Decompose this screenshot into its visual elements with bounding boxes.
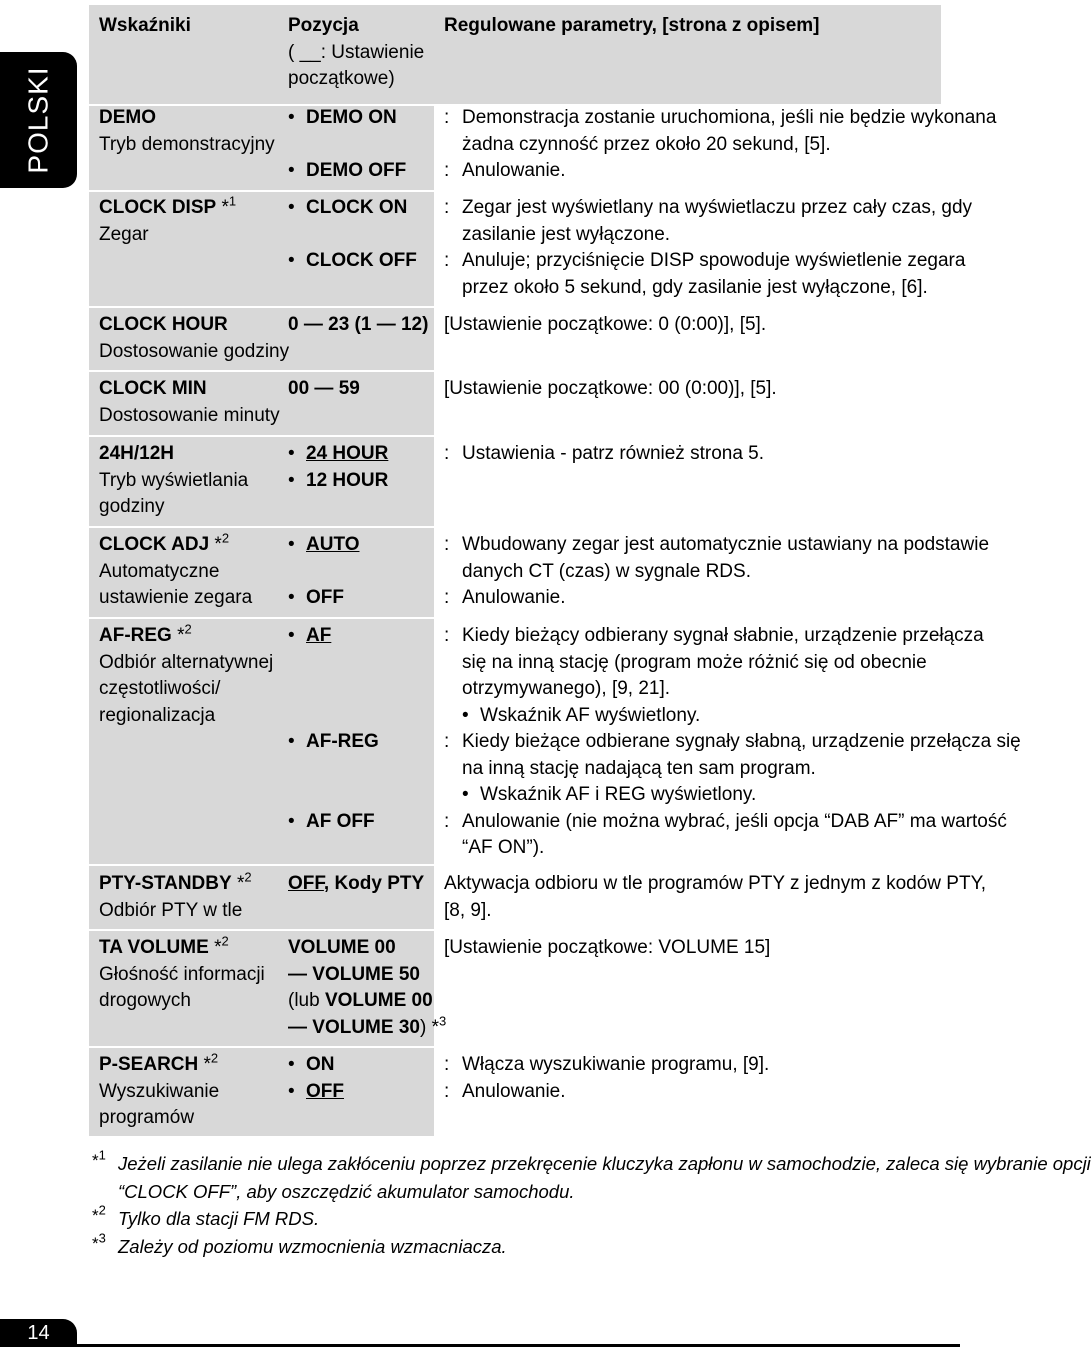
description-pty-standby: Aktywacja odbioru w tle programów PTY z jednym z kodów PTY, [8, 9]. [444, 873, 987, 921]
indicator-af-reg: AF-REG *$^2$ Odbiór alternatywnej częstotliwości/ regionalizacja [99, 621, 274, 726]
options-clock-hour: 0 — 23 (1 — 12) [288, 314, 429, 335]
indicator-pty-standby: PTY-STANDBY *$^2$ Odbiór PTY w tle [99, 869, 252, 921]
indicator-demo: DEMO Tryb demonstracyjny [99, 107, 275, 155]
option-item: • DEMO OFF [288, 160, 407, 181]
language-tab-label: POLSKI [22, 66, 54, 174]
options-ta-volume: VOLUME 00 — VOLUME 50 (lub VOLUME 00 — VOLUME 30) *$^3$ [288, 937, 447, 1038]
option-item: • AUTO [288, 534, 360, 555]
options-af-reg [288, 623, 379, 835]
row-divider [89, 617, 941, 619]
indicator-ta-volume: TA VOLUME *$^2$ Głośność informacji drogowych [99, 933, 265, 1011]
row-divider [89, 435, 941, 437]
page-number: 14 [0, 1319, 77, 1347]
option-item: • OFF [288, 1080, 344, 1102]
description-ta-volume: [Ustawienie początkowe: VOLUME 15] [444, 937, 771, 958]
option-item: • AF [288, 625, 332, 646]
options-demo [288, 105, 406, 185]
header-parameters: Regulowane parametry, [strona z opisem] [444, 15, 820, 36]
indicator-clock-min: CLOCK MIN Dostosowanie minuty [99, 378, 280, 426]
header-position: Pozycja ( __: Ustawienie początkowe) [288, 15, 425, 89]
options-clock-min: 00 — 59 [288, 378, 360, 399]
option-item: • 12 HOUR [288, 469, 389, 491]
options-24h-12h [288, 441, 388, 494]
description-clock-disp: : Zegar jest wyświetlany na wyświetlaczu przez cały czas, gdy zasilanie jest wyłączone. : Anuluje; przyciśnięcie DISP spowoduje wyświetlenie zegara przez około 5 sekund, gdy zasilanie jest wyłączone, [6]. [444, 197, 973, 298]
description-24h-12h: : Ustawienia - patrz również strona 5. [444, 443, 765, 464]
options-clock-adj [288, 532, 359, 612]
header-indicators: Wskaźniki [99, 15, 191, 36]
option-item: • OFF [288, 587, 344, 608]
option-item: • 24 HOUR [288, 443, 389, 464]
row-divider [89, 190, 941, 192]
row-divider [89, 526, 941, 528]
indicator-clock-adj: CLOCK ADJ *$^2$ Automatyczne ustawienie zegara [99, 530, 253, 608]
option-item: • AF OFF [288, 810, 375, 832]
option-item: • CLOCK ON [288, 197, 408, 218]
description-p-search: : Włącza wyszukiwanie programu, [9]. : Anulowanie. [444, 1054, 770, 1102]
description-clock-min: [Ustawienie początkowe: 00 (0:00)], [5]. [444, 378, 777, 399]
option-item: • AF-REG [288, 731, 379, 752]
indicator-24h-12h: 24H/12H Tryb wyświetlania godziny [99, 443, 249, 517]
option-item: • CLOCK OFF [288, 250, 417, 271]
row-divider [89, 306, 941, 308]
description-clock-hour: [Ustawienie początkowe: 0 (0:00)], [5]. [444, 314, 767, 335]
row-divider [89, 370, 941, 372]
row-divider [89, 929, 941, 931]
options-p-search [288, 1052, 344, 1105]
indicator-clock-disp: CLOCK DISP *$^1$ Zegar [99, 193, 237, 245]
row-divider [89, 864, 941, 866]
option-item: • DEMO ON [288, 107, 397, 128]
options-clock-disp [288, 195, 417, 275]
indicator-p-search: P-SEARCH *$^2$ Wyszukiwanie programów [99, 1050, 220, 1128]
indicator-clock-hour: CLOCK HOUR Dostosowanie godziny [99, 314, 290, 362]
language-tab [0, 52, 77, 188]
row-divider [89, 1046, 941, 1048]
options-pty-standby: OFF, Kody PTY [288, 873, 425, 894]
description-clock-adj: : Wbudowany zegar jest automatycznie ustawiany na podstawie danych CT (czas) w sygnale RDS. : Anulowanie. [444, 534, 990, 608]
description-demo: : Demonstracja zostanie uruchomiona, jeśli nie będzie wykonana żadna czynność przez około 20 sekund, [5]. : Anulowanie. [444, 107, 997, 181]
description-af-reg: : Kiedy bieżący odbierany sygnał słabnie, urządzenie przełącza się na inną stację (program może różnić się od obecnie otrzymywanego), [9, 21]. • Wskaźnik AF wyświetlony. : Kiedy bieżące odbierane sygnały słabną, urządzenie przełącza się na inną stację nadającą ten sam program. • Wskaźnik AF i REG wyświetlony. : Anulowanie (nie można wybrać, jeśli opcja “DAB AF” ma wartość “AF ON”). [444, 625, 1021, 858]
option-item: • ON [288, 1054, 335, 1075]
